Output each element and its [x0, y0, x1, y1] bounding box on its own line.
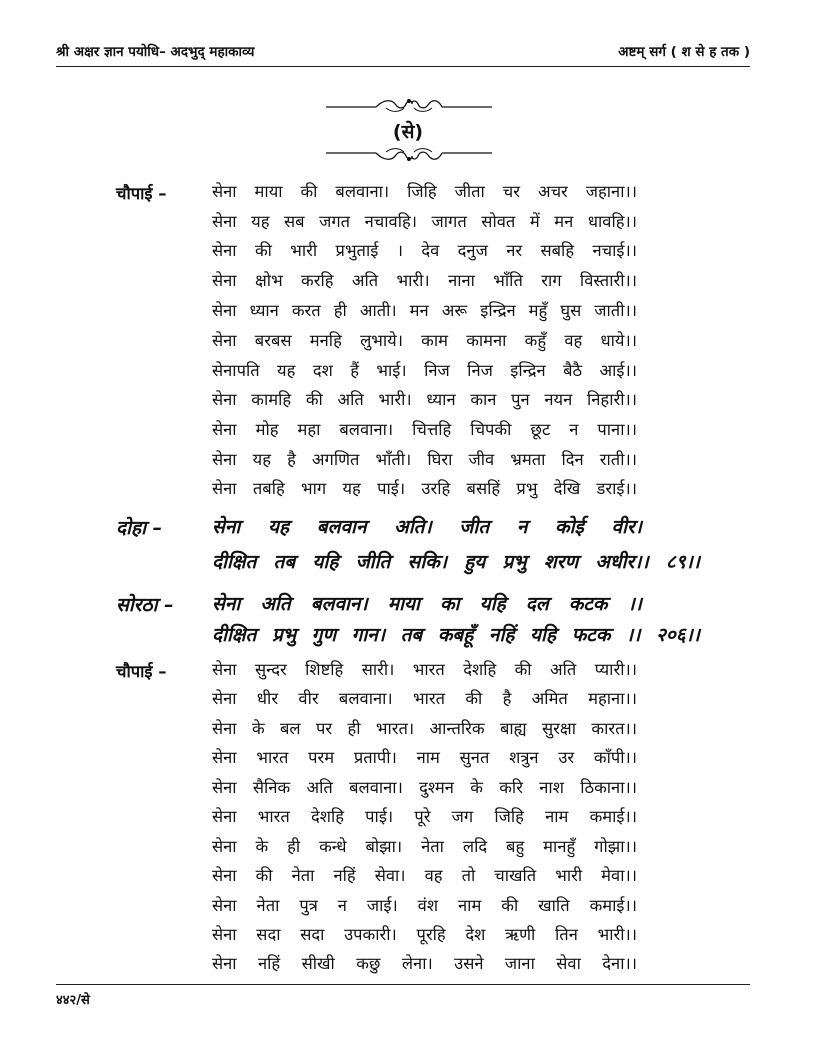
verse-line: सेना भारत परम प्रतापी। नाम सुनत शत्रुन उर काँपी।।: [212, 748, 637, 767]
ornament-divider-top-icon: [326, 96, 492, 114]
page-number: ४४२/से: [56, 993, 90, 1008]
verse-line: सेना के बल पर ही भारत। आन्तरिक बाह्य सुरक्षा कारत।।: [212, 719, 637, 738]
verse-label-soratha: सोरठा –: [116, 594, 174, 616]
book-title: श्री अक्षर ज्ञान पयोधि– अदभुद् महाकाव्य: [56, 44, 255, 60]
verse-line: सेना के ही कन्धे बोझा। नेता लदि बहु मानहुँ गोझा।।: [212, 837, 637, 856]
verse-line: सेना क्षोभ करहि अति भारी। नाना भाँति राग विस्तारी।।: [212, 271, 637, 290]
verse-line: सेना भारत देशहि पाई। पूरे जग जिहि नाम कमाई।।: [212, 807, 637, 826]
verse-line: सेना की नेता नहिं सेवा। वह तो चाखति भारी मेवा।।: [212, 866, 637, 885]
section-title: (से): [392, 121, 424, 143]
running-header: [56, 38, 750, 67]
verse-line: सेना ध्यान करत ही आती। मन अरू इन्द्रिन महुँ घुस जाती।।: [212, 301, 637, 320]
verse-line: सेना अति बलवान। माया का यहि दल कटक ।।: [212, 593, 642, 615]
verse-line: सेना बरबस मनहि लुभाये। काम कामना कहुँ वह धाये।।: [212, 331, 637, 350]
chapter-title: अष्टम् सर्ग ( श से ह तक ): [618, 44, 750, 60]
verse-line: सेनापति यह दश हैं भाई। निज निज इन्द्रिन बैठै आई।।: [212, 361, 637, 380]
page-footer: [56, 984, 750, 1008]
verse-line: सेना नहिं सीखी कछु लेना। उसने जाना सेवा देना।।: [212, 954, 637, 973]
verse-line: सेना यह बलवान अति। जीत न कोई वीर।: [212, 516, 642, 538]
verse-line: सेना मोह महा बलवाना। चित्तहि चिपकी छूट न पाना।।: [212, 420, 637, 439]
section-heading: [0, 94, 816, 160]
verse-line: सेना सुन्दर शिष्टहि सारी। भारत देशहि की अति प्यारी।।: [212, 660, 637, 679]
verse-label-doha: दोहा –: [116, 517, 163, 539]
verse-line: सेना सैनिक अति बलवाना। दुश्मन के करि नाश ठिकाना।।: [212, 778, 637, 797]
verse-line: सेना नेता पुत्र न जाई। वंश नाम की खाति कमाई।।: [212, 896, 637, 915]
verse-line: सेना माया की बलवाना। जिहि जीता चर अचर जहाना।।: [212, 182, 637, 201]
verse-line: सेना तबहि भाग यह पाई। उरहि बसहिं प्रभु देखि डराई।।: [212, 479, 637, 498]
verse-line: सेना यह है अगणित भाँती। घिरा जीव भ्रमता दिन राती।।: [212, 450, 637, 469]
verse-label-chaupai: चौपाई –: [116, 184, 167, 203]
verse-line: सेना यह सब जगत नचावहि। जागत सोवत में मन धावहि।।: [212, 212, 637, 231]
verse-line: सेना सदा सदा उपकारी। पूरहि देश ऋणी तिन भारी।।: [212, 925, 637, 944]
ornament-divider-bottom-icon: [326, 146, 492, 164]
verse-line: सेना धीर वीर बलवाना। भारत की है अमित महाना।।: [212, 689, 637, 708]
verse-line: दीक्षित प्रभु गुण गान। तब कबहूँ नहिं यहि फटक ।। २०६।।: [212, 624, 700, 646]
verse-label-chaupai: चौपाई –: [116, 662, 167, 681]
verse-line: सेना की भारी प्रभुताई । देव दनुज नर सबहि नचाई।।: [212, 241, 637, 260]
verse-line: दीक्षित तब यहि जीति सकि। हुय प्रभु शरण अधीर।। ८९।।: [212, 551, 700, 573]
verse-line: सेना कामहि की अति भारी। ध्यान कान पुन नयन निहारी।।: [212, 390, 637, 409]
